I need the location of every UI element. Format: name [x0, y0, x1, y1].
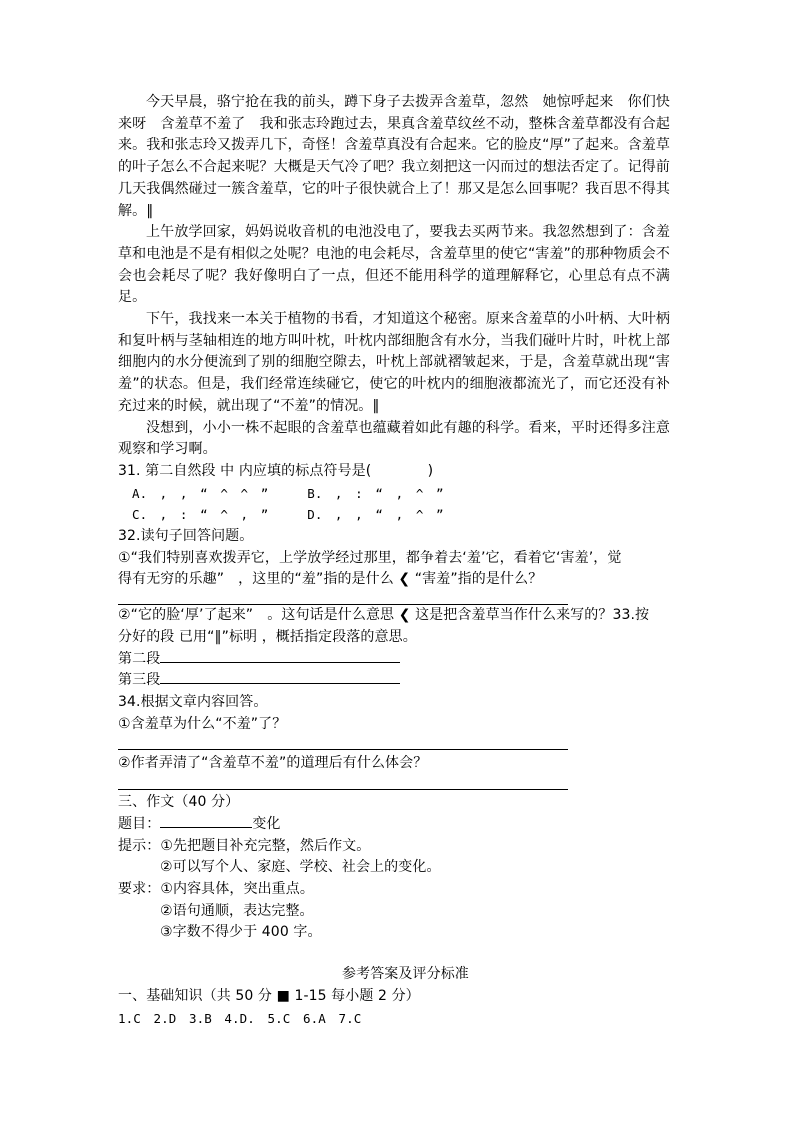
q33-blank-1-label: 第二段: [118, 650, 161, 667]
q33-blank-row-1: [118, 649, 670, 671]
q34-stem: 34.根据文章内容回答。: [118, 693, 268, 710]
composition-hint-2: ②可以写个人、家庭、学校、社会上的变化。: [160, 859, 441, 876]
q34-item1-answer-line[interactable]: [118, 749, 568, 750]
composition-hint-1: ①先把题目补充完整，然后作文。: [160, 837, 371, 854]
q31-option-d-marks: , , “ , ^ ”: [334, 507, 444, 523]
composition-hint-label: 提示：: [118, 837, 161, 854]
passage-paragraph-3: 下午，我找来一本关于植物的书看，才知道这个秘密。原来含羞草的小叶柄、大叶柄和复叶柄与茎轴相连的地方叫叶枕，叶枕内部细胞含有水分，当我们碰叶片时，叶枕上部细胞内的水分便流到了别的细胞空隙去，叶枕上部就褶皱起来，于是，含羞草就出现“害羞”的状态。但是，我们经常连续碰它，使它的叶枕内的细胞液都流光了，而它还没有补充过来的时候，就出现了“不羞”的情况。‖: [118, 311, 670, 414]
q31-option-c-marks: , : “ ^ , ”: [159, 507, 269, 523]
q33-blank-2-label: 第三段: [118, 672, 161, 689]
answer-key-answers: 1.C 2.D 3.B 4.D. 5.C 6.A 7.C: [118, 1011, 362, 1027]
q32-item2-line2: 分好的段 已用“‖”标明 ，概括指定段落的意思。: [118, 628, 417, 645]
q31-option-d-label: D.: [307, 507, 323, 523]
q32-item2-line1: ②“它的脸‘厚’了起来” 。这句话是什么意思 ❮ 这是把含羞草当作什么来写的？33.按: [118, 607, 650, 624]
passage-paragraph-2: 上午放学回家，妈妈说收音机的电池没电了，要我去买两节来。我忽然想到了：含羞草和电池是不是有相似之处呢？电池的电会耗尽，含羞草里的使它“害羞”的那种物质会不会也会耗尽了呢？我好像明白了一点，但还不能用科学的道理解释它，心里总有点不满足。: [118, 224, 670, 306]
q33-blank-1-line[interactable]: [160, 650, 400, 663]
question-31: [118, 461, 670, 526]
q34-item1: ①含羞草为什么“不羞”了？: [118, 715, 287, 732]
composition-req-3: ③字数不得少于 400 字。: [160, 924, 322, 941]
composition-title-blank[interactable]: [160, 815, 252, 828]
q31-option-b-marks: , : “ , ^ ”: [334, 485, 444, 501]
q34-item2: ②作者弄清了“含羞草不羞”的道理后有什么体会？: [118, 755, 428, 772]
answer-key-section-1: 一、基础知识（共 50 分 ■ 1-15 每小题 2 分）: [118, 987, 420, 1004]
answer-key-title: 参考答案及评分标准: [342, 966, 469, 983]
q32-stem: 32.读句子回答问题。: [118, 528, 254, 545]
composition-hint-row-1: [118, 836, 670, 858]
passage-paragraph-1: 今天早晨，骆宁抢在我的前头，蹲下身子去拨弄含羞草，忽然 她惊呼起来 你们快来呀 含羞草不羞了 我和张志玲跑过去，果真含羞草纹丝不动，整株含羞草都没有合起来。我和张志玲又拨弄几下，奇怪！含羞草真没有合起来。它的脸皮“厚”了起来。含羞草的叶子怎么不合起来呢？大概是天气冷了吧？我立刻把这一闪而过的想法否定了。记得前几天我偶然碰过一簇含羞草，它的叶子很快就合上了！那又是怎么回事呢？我百思不得其解。‖: [118, 94, 670, 219]
composition-req-2: ②语句通顺，表达完整。: [160, 902, 314, 919]
q31-option-b-label: B.: [307, 485, 323, 501]
composition-req-row-1: [118, 879, 670, 901]
q34-item2-answer-line[interactable]: [118, 789, 568, 790]
q31-option-c-label: C.: [132, 507, 148, 523]
q31-options-row-2: [118, 504, 670, 526]
q32-item1-line1: ①“我们特别喜欢拨弄它，上学放学经过那里，都争着去‘羞’它，看着它‘害羞’，觉: [118, 549, 622, 566]
q32-item1-line2: 得有无穷的乐趣” ，这里的“羞”指的是什么 ❮ “害羞”指的是什么？: [118, 571, 543, 588]
passage-paragraph-4: 没想到，小小一株不起眼的含羞草也蕴藏着如此有趣的科学。看来，平时还得多注意观察和学习啊。: [118, 419, 670, 458]
q33-blank-row-2: [118, 670, 670, 692]
question-33: [118, 649, 670, 692]
composition-section: [118, 792, 670, 944]
reading-passage: [118, 92, 670, 461]
answer-key: [118, 964, 670, 1031]
composition-title-suffix: 变化: [252, 815, 281, 832]
q31-stem: 31. 第二自然段 中 内应填的标点符号是( ): [118, 462, 434, 479]
q31-options-row-1: [118, 483, 670, 505]
composition-heading: 三、作文（40 分）: [118, 794, 240, 811]
composition-req-1: ①内容具体，突出重点。: [160, 880, 314, 897]
question-34: [118, 692, 670, 790]
composition-title-row: [118, 814, 670, 836]
composition-req-label: 要求：: [118, 880, 161, 897]
q33-blank-2-line[interactable]: [160, 671, 400, 684]
exam-page: [118, 92, 670, 1031]
q31-option-a-label: A.: [132, 485, 148, 501]
composition-title-label: 题目：: [118, 815, 161, 832]
q31-option-a-marks: , , “ ^ ^ ”: [159, 485, 269, 501]
question-32: [118, 526, 670, 649]
